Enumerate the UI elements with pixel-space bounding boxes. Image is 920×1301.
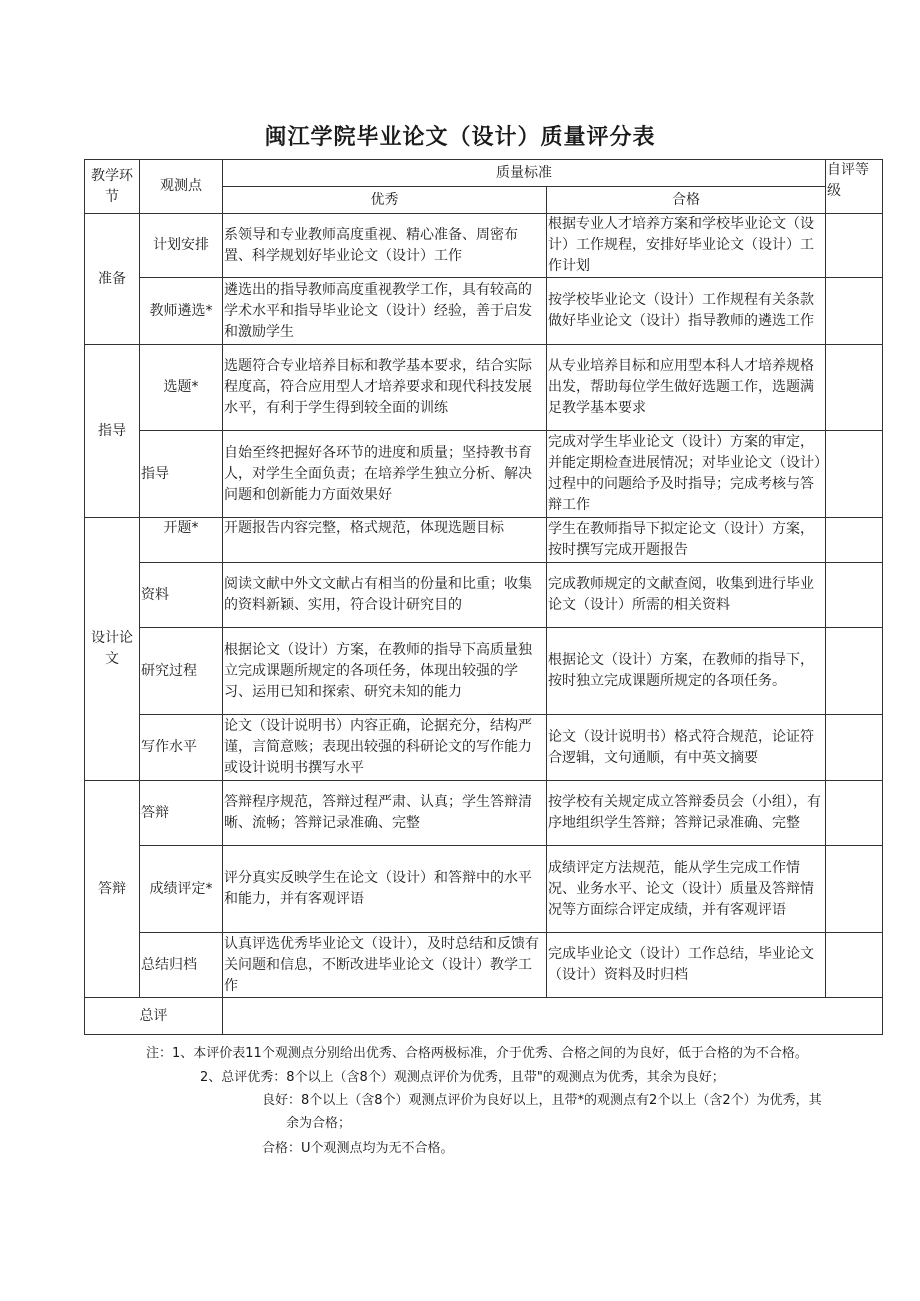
header-self-eval: 自评等级 bbox=[826, 160, 883, 214]
excellent-cell: 选题符合专业培养目标和教学基本要求，结合实际程度高，符合应用型人才培养要求和现代科技发展水平，有利于学生得到较全面的训练 bbox=[223, 345, 547, 431]
header-pass: 合格 bbox=[547, 187, 826, 214]
evaluation-table bbox=[84, 159, 883, 1035]
stage-cell: 指导 bbox=[85, 345, 140, 518]
self-eval-cell[interactable] bbox=[826, 846, 883, 933]
point-cell: 成绩评定* bbox=[140, 846, 223, 933]
excellent-cell: 遴选出的指导教师高度重视教学工作，具有较高的学术水平和指导毕业论文（设计）经验，善于启发和激励学生 bbox=[223, 278, 547, 345]
pass-cell: 完成教师规定的文献查阅，收集到进行毕业论文（设计）所需的相关资料 bbox=[547, 563, 826, 628]
total-label: 总评 bbox=[85, 998, 223, 1035]
pass-cell: 根据专业人才培养方案和学校毕业论文（设计）工作规程，安排好毕业论文（设计）工作计划 bbox=[547, 214, 826, 278]
point-cell: 答辩 bbox=[140, 781, 223, 846]
stage-cell: 准备 bbox=[85, 214, 140, 345]
excellent-cell: 开题报告内容完整，格式规范，体现选题目标 bbox=[223, 518, 547, 563]
pass-cell: 完成对学生毕业论文（设计）方案的审定，并能定期检查进展情况；对毕业论文（设计）过程中的问题给予及时指导；完成考核与答辩工作 bbox=[547, 431, 826, 518]
self-eval-cell[interactable] bbox=[826, 781, 883, 846]
pass-cell: 论文（设计说明书）格式符合规范，论证符合逻辑，文句通顺，有中英文摘要 bbox=[547, 715, 826, 781]
stage-cell: 设计论文 bbox=[85, 518, 140, 781]
point-cell: 教师遴选* bbox=[140, 278, 223, 345]
self-eval-cell[interactable] bbox=[826, 933, 883, 998]
excellent-cell: 答辩程序规范，答辩过程严肃、认真；学生答辩清晰、流畅；答辩记录准确、完整 bbox=[223, 781, 547, 846]
note-3-cont: 余为合格； bbox=[286, 1116, 352, 1131]
point-cell: 写作水平 bbox=[140, 715, 223, 781]
header-stage: 教学环节 bbox=[85, 160, 140, 214]
point-cell: 开题* bbox=[140, 518, 223, 563]
header-standard: 质量标准 bbox=[223, 160, 826, 187]
pass-cell: 按学校毕业论文（设计）工作规程有关条款做好毕业论文（设计）指导教师的遴选工作 bbox=[547, 278, 826, 345]
self-eval-cell[interactable] bbox=[826, 345, 883, 431]
self-eval-cell[interactable] bbox=[826, 628, 883, 715]
excellent-cell: 系领导和专业教师高度重视、精心准备、周密布置、科学规划好毕业论文（设计）工作 bbox=[223, 214, 547, 278]
excellent-cell: 阅读文献中外文文献占有相当的份量和比重；收集的资料新颖、实用，符合设计研究目的 bbox=[223, 563, 547, 628]
note-1: 注：1、本评价表11个观测点分别给出优秀、合格两极标准，介于优秀、合格之间的为良好，低于合格的为不合格。 bbox=[146, 1046, 808, 1061]
pass-cell: 按学校有关规定成立答辩委员会（小组），有序地组织学生答辩；答辩记录准确、完整 bbox=[547, 781, 826, 846]
point-cell: 资料 bbox=[140, 563, 223, 628]
page-title: 闽江学院毕业论文（设计）质量评分表 bbox=[264, 125, 656, 150]
self-eval-cell[interactable] bbox=[826, 431, 883, 518]
stage-cell: 答辩 bbox=[85, 781, 140, 998]
excellent-cell: 自始至终把握好各环节的进度和质量；坚持教书育人，对学生全面负责；在培养学生独立分析、解决问题和创新能力方面效果好 bbox=[223, 431, 547, 518]
point-cell: 总结归档 bbox=[140, 933, 223, 998]
pass-cell: 完成毕业论文（设计）工作总结，毕业论文（设计）资料及时归档 bbox=[547, 933, 826, 998]
point-cell: 计划安排 bbox=[140, 214, 223, 278]
self-eval-cell[interactable] bbox=[826, 563, 883, 628]
self-eval-cell[interactable] bbox=[826, 518, 883, 563]
point-cell: 指导 bbox=[140, 431, 223, 518]
point-cell: 选题* bbox=[140, 345, 223, 431]
pass-cell: 学生在教师指导下拟定论文（设计）方案，按时撰写完成开题报告 bbox=[547, 518, 826, 563]
self-eval-cell[interactable] bbox=[826, 715, 883, 781]
note-3: 良好：8个以上（含8个）观测点评价为良好以上，且带*的观测点有2个以上（含2个）为优秀，其 bbox=[262, 1093, 822, 1108]
header-point: 观测点 bbox=[140, 160, 223, 214]
pass-cell: 成绩评定方法规范，能从学生完成工作情况、业务水平、论文（设计）质量及答辩情况等方面综合评定成绩，并有客观评语 bbox=[547, 846, 826, 933]
header-excellent: 优秀 bbox=[223, 187, 547, 214]
excellent-cell: 论文（设计说明书）内容正确，论据充分，结构严谨，言简意赅；表现出较强的科研论文的写作能力或设计说明书撰写水平 bbox=[223, 715, 547, 781]
note-2: 2、总评优秀：8个以上（含8个）观测点评价为优秀，且带"的观测点为优秀，其余为良好； bbox=[200, 1070, 725, 1085]
note-4: 合格：U个观测点均为无不合格。 bbox=[262, 1141, 454, 1156]
point-cell: 研究过程 bbox=[140, 628, 223, 715]
self-eval-cell[interactable] bbox=[826, 214, 883, 278]
self-eval-cell[interactable] bbox=[826, 278, 883, 345]
excellent-cell: 认真评选优秀毕业论文（设计），及时总结和反馈有关问题和信息，不断改进毕业论文（设计）教学工作 bbox=[223, 933, 547, 998]
pass-cell: 根据论文（设计）方案，在教师的指导下，按时独立完成课题所规定的各项任务。 bbox=[547, 628, 826, 715]
excellent-cell: 根据论文（设计）方案，在教师的指导下高质量独立完成课题所规定的各项任务，体现出较强的学习、运用已知和探索、研究未知的能力 bbox=[223, 628, 547, 715]
total-value-cell[interactable] bbox=[223, 998, 883, 1035]
excellent-cell: 评分真实反映学生在论文（设计）和答辩中的水平和能力，并有客观评语 bbox=[223, 846, 547, 933]
pass-cell: 从专业培养目标和应用型本科人才培养规格出发，帮助每位学生做好选题工作，选题满足教学基本要求 bbox=[547, 345, 826, 431]
